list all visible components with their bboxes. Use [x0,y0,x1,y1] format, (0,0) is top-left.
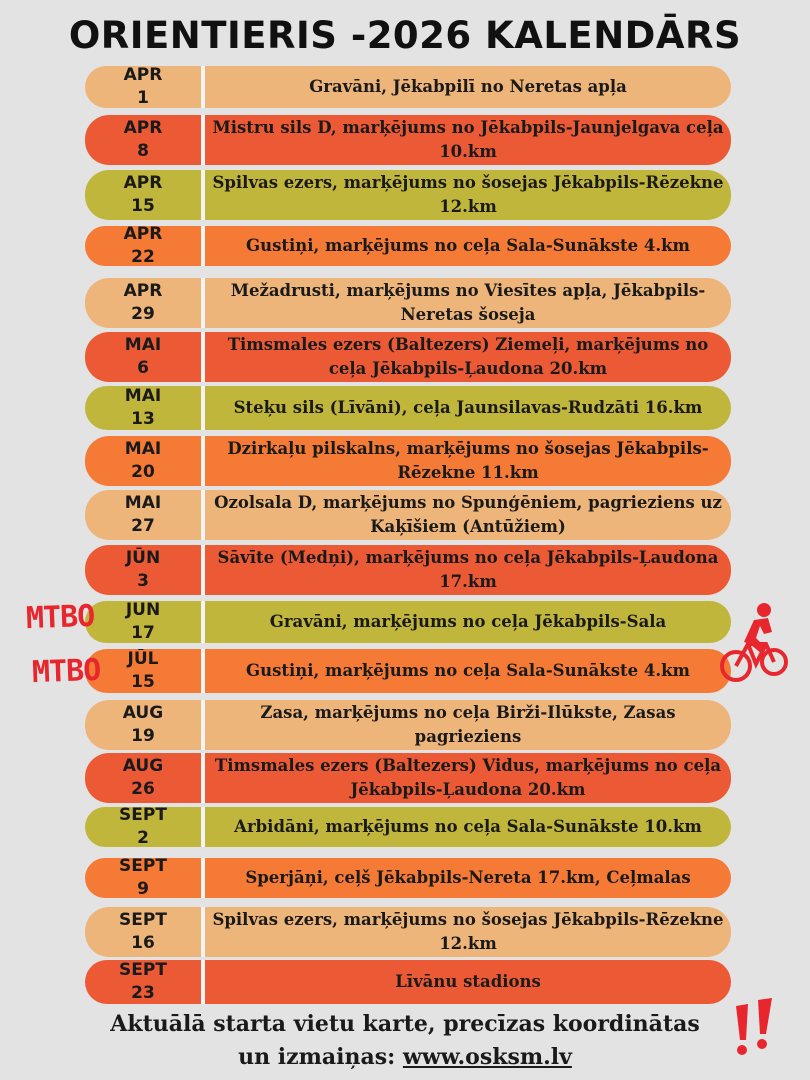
event-row [85,278,731,328]
event-date [85,702,201,748]
event-date [85,117,201,163]
event-date [85,66,201,108]
event-location: Gustiņi, marķējums no ceļa Sala-Sunākste 4.km [246,661,690,680]
event-day: 20 [131,462,155,482]
event-day: 1 [137,88,149,108]
mtbo-label: MTBO [31,652,101,691]
event-month: AUG [122,756,164,776]
event-row [85,226,731,266]
event-location: Zasa, marķējums no ceļa Birži-Ilūkste, Zasas pagrieziens [260,703,676,746]
event-row [85,753,731,803]
event-row [85,436,731,486]
event-month: MAI [124,386,162,406]
event-location: Timsmales ezers (Baltezers) Ziemeļi, marķējums no ceļa Jēkabpils-Ļaudona 20.km [227,335,709,378]
event-month: MAI [124,335,162,355]
event-day: 15 [131,672,155,692]
event-date [85,226,201,266]
footer-line-1: Aktuālā starta vietu karte, precīzas koordinātas [110,1011,700,1037]
event-row [85,907,731,957]
event-day: 26 [131,779,155,799]
event-date [85,172,201,218]
event-day: 29 [131,304,155,324]
event-date [85,438,201,484]
event-row [85,807,731,847]
event-month: SEPT [119,910,167,930]
event-day: 9 [137,879,149,898]
event-location: Spilvas ezers, marķējums no šosejas Jēkabpils-Rēzekne 12.km [212,910,724,953]
cyclist-icon [718,598,788,690]
event-date [85,858,201,898]
event-row [85,700,731,750]
event-day: 27 [131,516,155,536]
event-row [85,858,731,898]
event-date [85,960,201,1004]
event-location: Spilvas ezers, marķējums no šosejas Jēkabpils-Rēzekne 12.km [212,173,724,216]
event-location: Sāvīte (Medņi), marķējums no ceļa Jēkabpils-Ļaudona 17.km [217,548,719,591]
event-date [85,649,201,693]
event-row [85,490,731,540]
event-day: 16 [131,933,155,953]
event-date [85,492,201,538]
event-location: Gustiņi, marķējums no ceļa Sala-Sunākste 4.km [246,236,690,255]
event-row [85,649,731,693]
event-location: Mistru sils D, marķējums no Jēkabpils-Jaunjelgava ceļa 10.km [212,118,724,161]
event-month: APR [123,173,163,193]
event-day: 15 [131,196,155,216]
event-month: APR [123,281,163,301]
event-date [85,601,201,643]
event-location: Līvānu stadions [395,972,541,991]
event-row [85,386,731,430]
event-row [85,66,731,108]
footer-prefix: un izmaiņas: [238,1044,403,1070]
event-row [85,115,731,165]
event-date [85,547,201,593]
event-date [85,386,201,430]
event-row [85,170,731,220]
event-date [85,909,201,955]
event-month: MAI [124,439,162,459]
event-row [85,545,731,595]
event-day: 17 [131,623,155,643]
event-date [85,280,201,326]
footer-line-2 [60,1041,750,1074]
event-location: Arbidāni, marķējums no ceļa Sala-Sunākste 10.km [234,817,702,836]
event-date [85,334,201,380]
event-day: 3 [137,571,149,591]
event-location: Gravāni, marķējums no ceļa Jēkabpils-Sala [269,612,667,631]
event-date [85,807,201,847]
mtbo-label: MTBO [25,598,95,637]
event-location: Steķu sils (Līvāni), ceļa Jaunsilavas-Rudzāti 16.km [233,398,703,417]
footer-note [60,1008,750,1074]
event-date [85,755,201,801]
event-month: JŪL [127,649,159,669]
event-row [85,601,731,643]
event-location: Mežadrusti, marķējums no Viesītes apļa, Jēkabpils-Neretas šoseja [230,281,706,324]
event-month: SEPT [119,858,167,876]
event-month: APR [123,226,163,244]
event-month: JŪN [125,601,161,620]
event-day: 19 [131,726,155,746]
event-location: Timsmales ezers (Baltezers) Vidus, marķējums no ceļa Jēkabpils-Ļaudona 20.km [214,756,722,799]
event-day: 13 [131,409,155,429]
event-day: 2 [137,828,149,847]
event-day: 6 [137,358,149,378]
event-location: Sperjāņi, ceļš Jēkabpils-Nereta 17.km, Ceļmalas [245,868,691,887]
event-day: 22 [131,247,155,266]
event-row [85,332,731,382]
event-month: AUG [122,703,164,723]
event-day: 23 [131,983,155,1003]
event-month: APR [123,118,163,138]
event-month: MAI [124,493,162,513]
event-day: 8 [137,141,149,161]
event-row [85,960,731,1004]
website-link[interactable]: www.osksm.lv [402,1044,572,1070]
event-month: SEPT [119,960,167,980]
event-location: Gravāni, Jēkabpilī no Neretas apļa [309,77,627,96]
event-month: APR [123,66,163,85]
event-location: Ozolsala D, marķējums no Spunģēniem, pagrieziens uz Kaķīšiem (Antūžiem) [214,493,722,536]
page-title: ORIENTIERIS -2026 KALENDĀRS [68,14,742,57]
event-location: Dzirkaļu pilskalns, marķējums no šosejas Jēkabpils-Rēzekne 11.km [227,439,709,482]
event-month: JŪN [125,548,161,568]
event-month: SEPT [119,807,167,825]
